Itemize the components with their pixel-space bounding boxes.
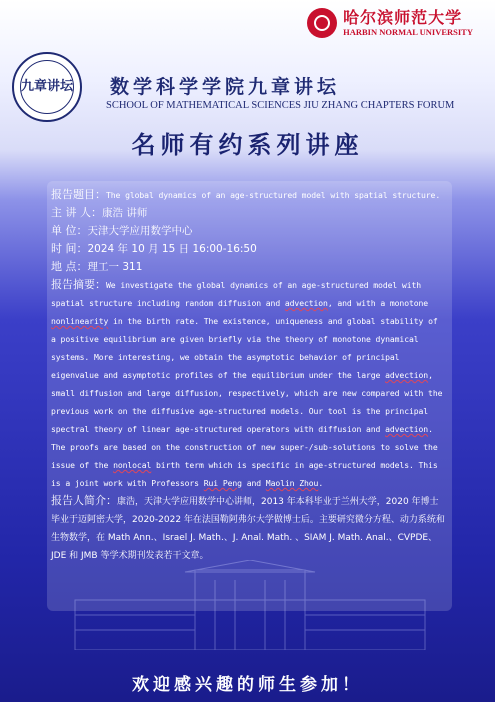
university-emblem-icon — [307, 8, 337, 38]
speaker-label: 主 讲 人： — [51, 206, 102, 219]
university-name-cn: 哈尔滨师范大学 — [343, 8, 463, 27]
forum-name-cn: 数学科学学院九章讲坛 — [110, 76, 341, 98]
talk-title-label: 报告题目： — [51, 188, 106, 201]
talk-title-row — [51, 186, 447, 204]
bio-label: 报告人简介： — [51, 494, 117, 507]
building-illustration — [55, 560, 445, 650]
unit-row — [51, 222, 447, 240]
forum-seal-text: 九章讲坛 — [21, 79, 74, 94]
welcome-banner: 欢迎感兴趣的师生参加！ — [132, 675, 363, 695]
bio-text: 康浩，天津大学应用数学中心讲师，2013 年本科毕业于兰州大学，2020 年博士毕业于迈阿密大学，2020-2022 年在法国勒阿弗尔大学做博士后。主要研究微分方程、动力系统和生物数学，在 Math Ann.、Israel J. Math.、J. Anal. Math. 、SIAM J. Math. Anal.、CVPDE、JDE 和 JMB 等学术期刊发表若干文章。 — [51, 497, 445, 561]
abstract-row — [51, 276, 447, 492]
abstract-text: We investigate the global dynamics of an age-structured model with spatial structure including random diffusion and advection, and with a monotone nonlinearity in the birth rate. The existence, uniqueness and global stability of a positive equilibrium are given briefly via the theory of monotone dynamical systems. More interesting, we obtain the asymptotic behavior of principal eigenvalue and asymptotic profiles of the equilibrium under the large advection, small diffusion and large diffusion, respectively, which are new compared with the previous work on the diffusive age-structured models. Our tool is the principal spectral theory of linear age-structured operators with diffusion and advection. The proofs are based on the construction of new super-/sub-solutions to solve the issue of the nonlocal birth term which is specific in age-structured models. This is a joint work with Professors Rui Peng and Maolin Zhou. — [51, 280, 443, 488]
speaker-value: 康浩 讲师 — [102, 207, 148, 219]
time-row — [51, 240, 447, 258]
talk-info-panel — [47, 181, 452, 611]
time-label: 时 间： — [51, 242, 88, 255]
talk-title: The global dynamics of an age-structured model with spatial structure. — [106, 190, 441, 200]
forum-name-en: SCHOOL OF MATHEMATICAL SCIENCES JIU ZHANG CHAPTERS FORUM — [106, 100, 455, 111]
speaker-row — [51, 204, 447, 222]
bio-row — [51, 492, 447, 565]
university-logo — [307, 8, 473, 38]
place-row — [51, 258, 447, 276]
forum-seal-icon — [12, 52, 82, 122]
series-title: 名师有约系列讲座 — [131, 130, 364, 159]
abstract-label: 报告摘要： — [51, 278, 106, 291]
time-value: 2024 年 10 月 15 日 16:00-16:50 — [87, 243, 257, 255]
unit-value: 天津大学应用数学中心 — [87, 225, 193, 237]
place-label: 地 点： — [51, 260, 88, 273]
university-name-en: HARBIN NORMAL UNIVERSITY — [343, 27, 473, 37]
unit-label: 单 位： — [51, 224, 88, 237]
place-value: 理工一 311 — [87, 261, 143, 273]
